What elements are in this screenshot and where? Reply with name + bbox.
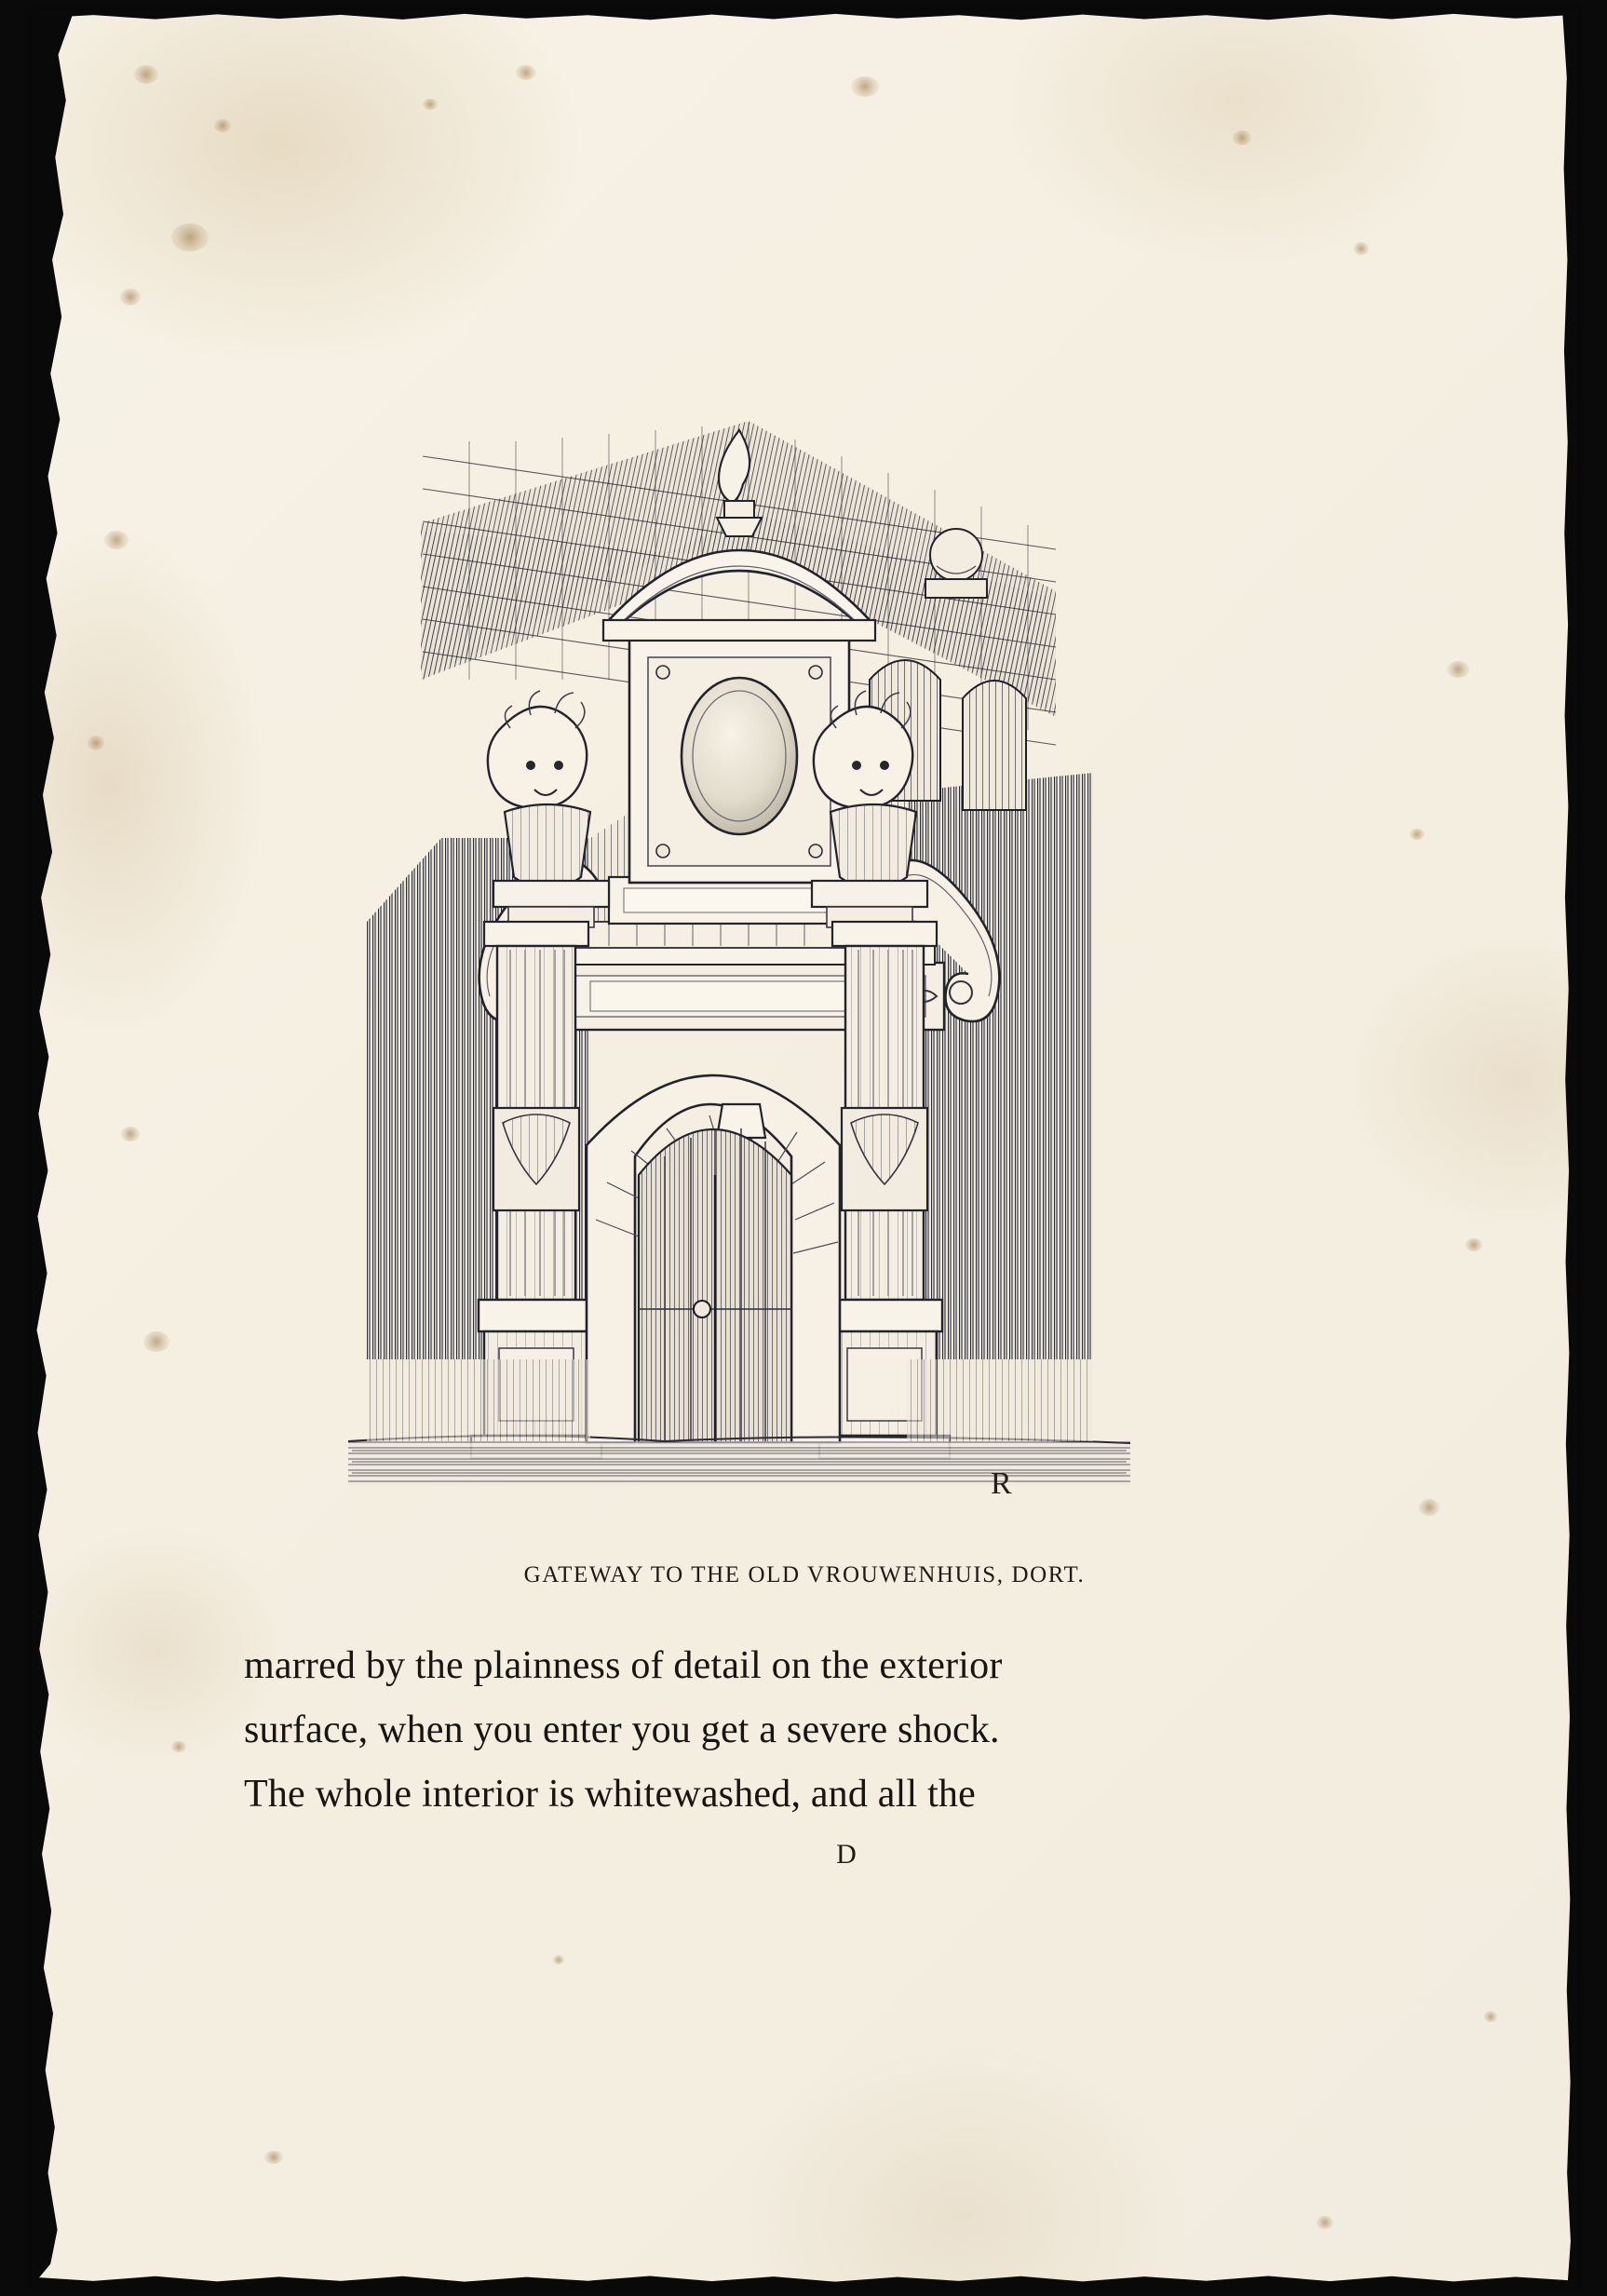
arched-doorway: [587, 1075, 840, 1443]
foxing-speck: [104, 531, 128, 549]
foxing-speck: [1354, 242, 1369, 255]
foxing-speck: [121, 1127, 140, 1141]
foxing-speck: [1317, 2216, 1333, 2229]
foxing-speck: [1419, 1499, 1439, 1516]
foxing-speck: [1465, 1238, 1482, 1251]
foxing-speck: [171, 1741, 186, 1752]
foxing-speck: [143, 1331, 169, 1352]
signature-mark: D: [836, 1839, 857, 1870]
torn-edge-top: [32, 9, 1577, 22]
foxing-speck: [1484, 2011, 1497, 2022]
foxing-speck: [851, 76, 879, 97]
foxing-speck: [214, 119, 231, 132]
body-line: marred by the plainness of detail on the exterior: [244, 1644, 1003, 1687]
torn-edge-right: [1562, 9, 1577, 2287]
paper-page: [32, 9, 1577, 2287]
body-line: surface, when you enter you get a severe shock.: [244, 1708, 1000, 1751]
foxing-speck: [1233, 130, 1251, 145]
torn-edge-bottom: [32, 2274, 1577, 2287]
foxing-speck: [88, 736, 104, 750]
foxing-speck: [120, 289, 141, 305]
foxing-speck: [264, 2151, 283, 2164]
foxing-speck: [1447, 661, 1469, 678]
foxing-speck: [516, 65, 536, 80]
ground-pavement: [348, 1436, 1130, 1486]
ball-finial: [925, 529, 987, 598]
body-line: The whole interior is whitewashed, and all the: [244, 1773, 976, 1816]
body-text: [244, 1634, 1277, 1827]
foxing-speck: [1410, 829, 1425, 840]
foxing-speck: [423, 99, 438, 110]
gateway-engraving: [311, 400, 1168, 1508]
foxing-speck: [134, 65, 158, 84]
torn-edge-left: [32, 9, 74, 2287]
illustration-caption: GATEWAY TO THE OLD VROUWENHUIS, DORT.: [523, 1562, 1086, 1587]
foxing-speck: [171, 223, 209, 251]
artist-monogram: R: [991, 1466, 1010, 1501]
foxing-speck: [553, 1955, 564, 1965]
